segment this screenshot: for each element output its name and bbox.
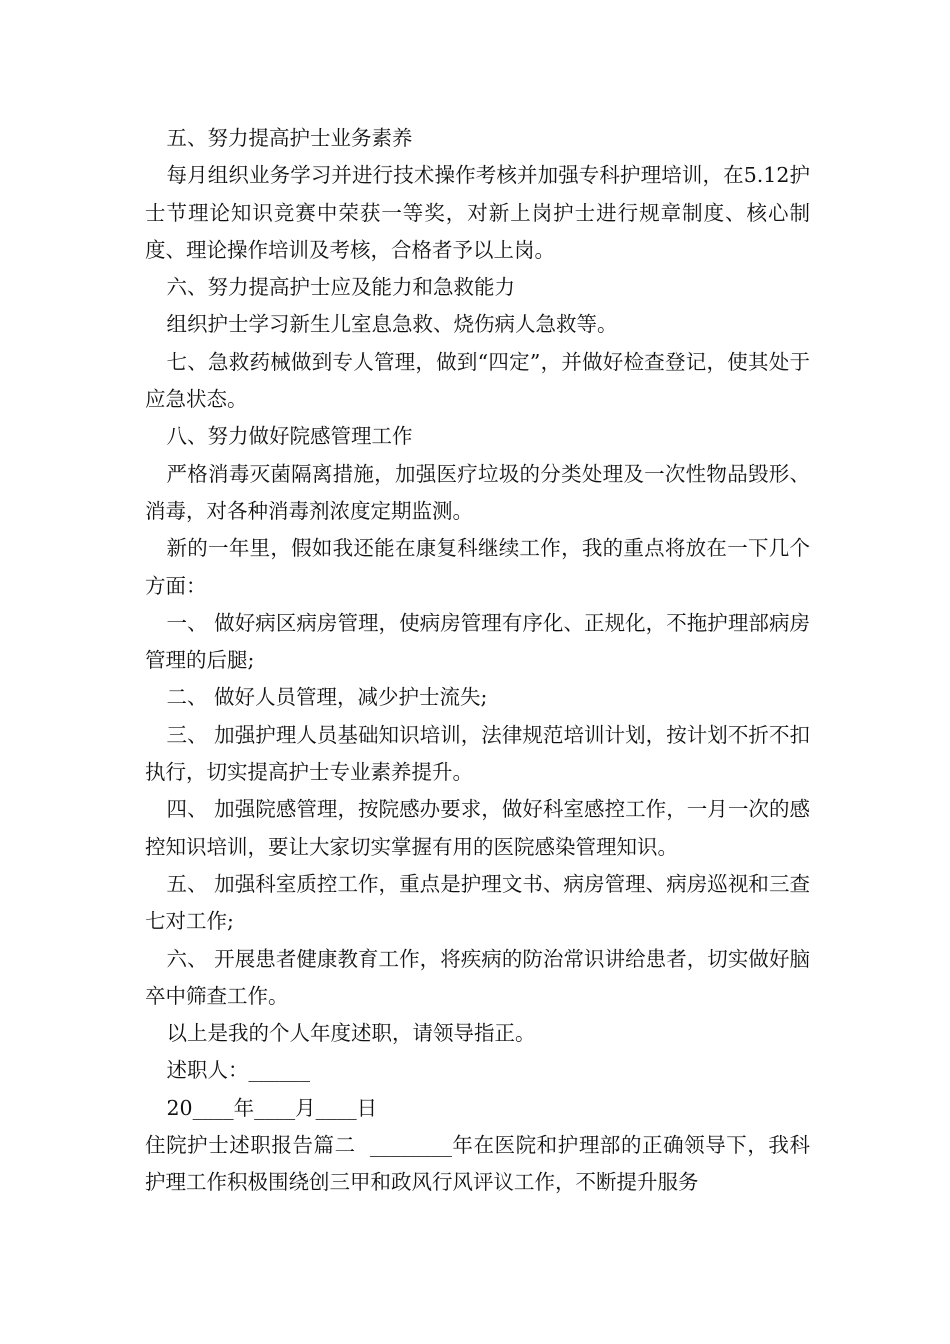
list-item-2: 二、 做好人员管理，减少护士流失; (166, 685, 488, 710)
heading-section-6: 六、努力提高护士应及能力和急救能力 (166, 275, 516, 300)
paragraph-first-aid: 组织护士学习新生儿室息急救、烧伤病人急救等。 (166, 312, 618, 337)
paragraph-report-2: 住院护士述职报告篇二 ________年在医院和护理部的正确领导下，我科护理工作积极围绕创三甲和政风行风评议工作，不断提升服务 (145, 1133, 810, 1195)
list-item-3: 三、 加强护理人员基础知识培训，法律规范培训计划，按计划不折不扣执行，切实提高护士专业素养提升。 (145, 722, 810, 785)
paragraph-section-7: 七、急救药械做到专人管理，做到“四定”，并做好检查登记，使其处于应急状态。 (145, 349, 810, 412)
document-body (145, 120, 810, 1202)
paragraph-training: 每月组织业务学习并进行技术操作考核并加强专科护理培训，在5.12护士节理论知识竞赛中荣获一等奖，对新上岗护士进行规章制度、核心制度、理论操作培训及考核，合格者予以上岗。 (145, 163, 810, 262)
date-line: 20____年____月____日 (166, 1095, 378, 1120)
list-item-5: 五、 加强科室质控工作，重点是护理文书、病房管理、病房巡视和三查七对工作; (145, 871, 810, 934)
list-item-1: 一、 做好病区病房管理，使病房管理有序化、正规化，不拖护理部病房管理的后腿; (145, 610, 810, 673)
heading-section-8: 八、努力做好院感管理工作 (166, 424, 413, 449)
heading-section-5: 五、努力提高护士业务素养 (166, 126, 413, 150)
list-item-6: 六、 开展患者健康教育工作，将疾病的防治常识讲给患者，切实做好脑卒中筛查工作。 (145, 946, 810, 1008)
signature-line: 述职人：______ (166, 1058, 311, 1083)
paragraph-closing: 以上是我的个人年度述职，请领导指正。 (166, 1021, 536, 1046)
paragraph-disinfection: 严格消毒灭菌隔离措施，加强医疗垃圾的分类处理及一次性物品毁形、消毒，对各种消毒剂浓度定期监测。 (145, 461, 810, 523)
paragraph-new-year: 新的一年里，假如我还能在康复科继续工作，我的重点将放在一下几个方面： (145, 536, 810, 598)
list-item-4: 四、 加强院感管理，按院感办要求，做好科室感控工作，一月一次的感控知识培训，要让大家切实掌握有用的医院感染管理知识。 (145, 797, 810, 859)
